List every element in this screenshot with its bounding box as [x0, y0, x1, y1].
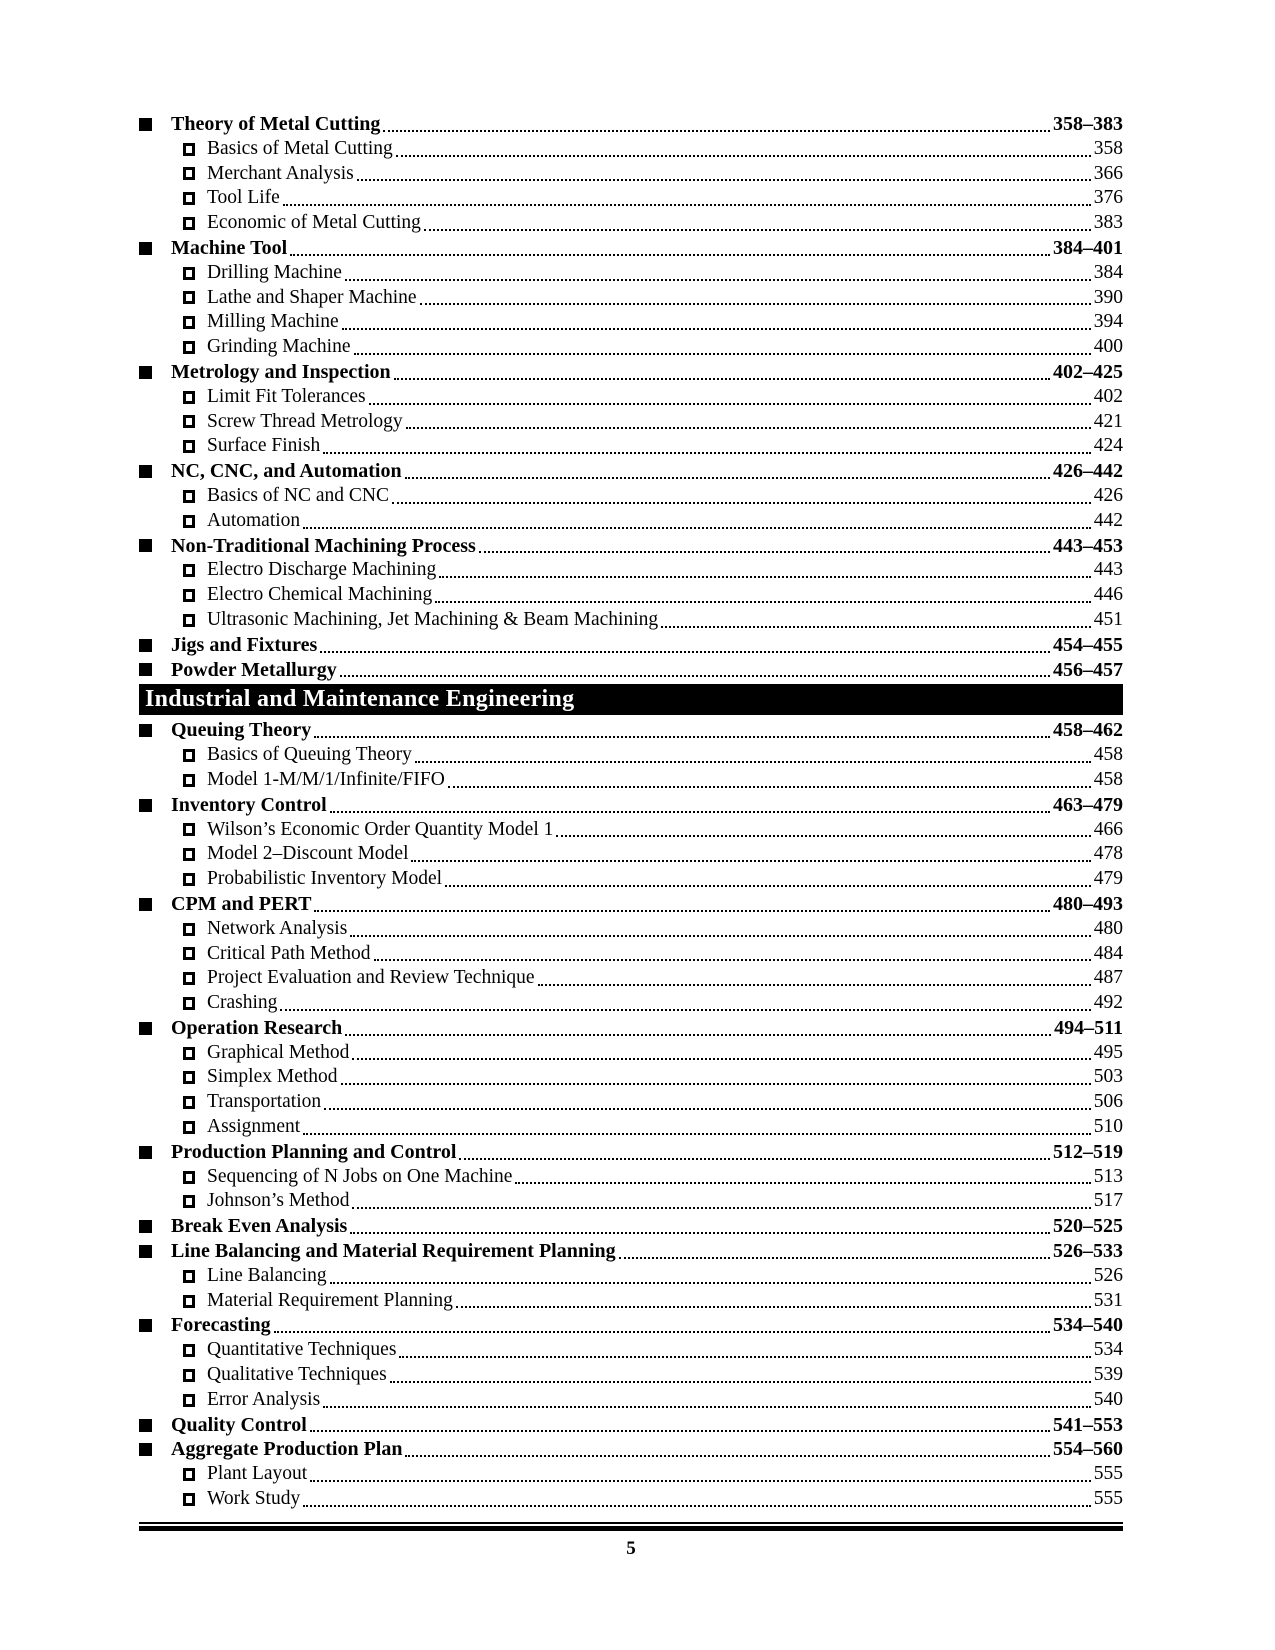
hollow-square-bullet-icon: [183, 1270, 195, 1283]
hollow-square-bullet-icon: [183, 972, 195, 985]
dot-leader: [342, 328, 1091, 330]
toc-entry-page: 531: [1093, 1289, 1123, 1311]
filled-square-bullet-icon: [139, 1419, 152, 1432]
toc-entry-level2: [139, 385, 1123, 410]
filled-square-bullet-icon: [139, 1245, 152, 1258]
toc-entry-page: 510: [1093, 1116, 1123, 1138]
toc-entry-title: Material Requirement Planning: [207, 1289, 453, 1311]
toc-entry-page: 394: [1093, 311, 1123, 333]
hollow-square-bullet-icon: [183, 589, 195, 602]
filled-square-bullet-icon: [139, 539, 152, 552]
toc-entry-title: Work Study: [207, 1488, 301, 1510]
toc-entry-level2: [139, 558, 1123, 583]
toc-entry-level2: [139, 1189, 1123, 1214]
toc-entry-title: Plant Layout: [207, 1463, 308, 1485]
hollow-square-bullet-icon: [183, 143, 195, 156]
toc-entry-title: NC, CNC, and Automation: [171, 460, 402, 483]
toc-entry-title: Johnson’s Method: [207, 1190, 350, 1212]
dot-leader: [303, 1505, 1091, 1507]
dot-leader: [392, 502, 1091, 504]
toc-entry-page: 358–383: [1053, 113, 1123, 135]
toc-entry-title: Drilling Machine: [207, 261, 342, 283]
dot-leader: [456, 1306, 1091, 1308]
toc-entry-page: 555: [1093, 1463, 1123, 1485]
dot-leader: [619, 1257, 1050, 1259]
toc-entry-page: 376: [1093, 187, 1123, 209]
hollow-square-bullet-icon: [183, 947, 195, 960]
toc-entry-level2: [139, 1041, 1123, 1066]
toc-entry-level2: [139, 211, 1123, 236]
toc-entry-level2: [139, 286, 1123, 311]
toc-entry-page: 458: [1093, 768, 1123, 790]
toc-entry-title: Electro Chemical Machining: [207, 584, 433, 606]
toc-entry-level1: [139, 112, 1123, 137]
toc-entry-level2: [139, 1165, 1123, 1190]
toc-entry-title: Inventory Control: [171, 793, 327, 816]
dot-leader: [406, 427, 1091, 429]
toc-entry-page: 358: [1093, 137, 1123, 159]
toc-entry-page: 513: [1093, 1165, 1123, 1187]
hollow-square-bullet-icon: [183, 415, 195, 428]
toc-entry-page: 526–533: [1053, 1240, 1123, 1263]
toc-entry-level1: [139, 1140, 1123, 1165]
dot-leader: [405, 1455, 1050, 1457]
hollow-square-bullet-icon: [183, 1344, 195, 1357]
toc-entry-page: 400: [1093, 336, 1123, 358]
filled-square-bullet-icon: [139, 1022, 152, 1035]
hollow-square-bullet-icon: [183, 1468, 195, 1481]
toc-entry-level1: [139, 1413, 1123, 1438]
toc-entry-level2: [139, 966, 1123, 991]
toc-entry-level1: [139, 1437, 1123, 1462]
dot-leader: [396, 155, 1091, 157]
toc-entry-page: 421: [1093, 410, 1123, 432]
hollow-square-bullet-icon: [183, 1171, 195, 1184]
toc-entry-level2: [139, 867, 1123, 892]
hollow-square-bullet-icon: [183, 1096, 195, 1109]
dot-leader: [310, 1430, 1050, 1432]
toc-entry-title: Qualitative Techniques: [207, 1364, 387, 1386]
dot-leader: [459, 1158, 1050, 1160]
filled-square-bullet-icon: [139, 724, 152, 737]
toc-entry-title: Forecasting: [171, 1314, 271, 1337]
toc-entry-page: 480: [1093, 917, 1123, 939]
toc-entry-page: 540: [1093, 1388, 1123, 1410]
toc-entry-page: 458–462: [1053, 719, 1123, 742]
dot-leader: [357, 179, 1091, 181]
hollow-square-bullet-icon: [183, 291, 195, 304]
toc-entry-page: 443: [1093, 559, 1123, 581]
dot-leader: [283, 204, 1091, 206]
dot-leader: [415, 761, 1091, 763]
toc-entry-page: 443–453: [1053, 534, 1123, 557]
toc-entry-title: Transportation: [207, 1091, 322, 1113]
toc-entry-title: Wilson’s Economic Order Quantity Model 1: [207, 818, 554, 840]
dot-leader: [479, 551, 1050, 553]
hollow-square-bullet-icon: [183, 515, 195, 528]
dot-leader: [274, 1331, 1050, 1333]
hollow-square-bullet-icon: [183, 1394, 195, 1407]
toc-entry-title: Theory of Metal Cutting: [171, 113, 381, 135]
toc-entry-page: 458: [1093, 744, 1123, 766]
toc-entry-page: 451: [1093, 608, 1123, 630]
toc-entry-title: Break Even Analysis: [171, 1215, 348, 1238]
footer-rule: [139, 1522, 1123, 1531]
dot-leader: [420, 303, 1091, 305]
hollow-square-bullet-icon: [183, 1071, 195, 1084]
toc-entry-level2: [139, 434, 1123, 459]
toc-entry-level2: [139, 768, 1123, 793]
dot-leader: [390, 1381, 1091, 1383]
filled-square-bullet-icon: [139, 663, 152, 676]
toc-entry-page: 512–519: [1053, 1140, 1123, 1163]
dot-leader: [314, 736, 1050, 738]
toc-entry-page: 426: [1093, 484, 1123, 506]
dot-leader: [290, 254, 1050, 256]
filled-square-bullet-icon: [139, 118, 152, 131]
toc-entry-page: 487: [1093, 967, 1123, 989]
toc-entry-level1: [139, 658, 1123, 683]
toc-entry-title: Basics of Metal Cutting: [207, 137, 393, 159]
toc-entry-title: CPM and PERT: [171, 892, 312, 915]
toc-entry-title: Line Balancing and Material Requirement Planning: [171, 1240, 616, 1263]
toc-entry-level2: [139, 917, 1123, 942]
hollow-square-bullet-icon: [183, 774, 195, 787]
dot-leader: [341, 1083, 1091, 1085]
dot-leader: [352, 1207, 1090, 1209]
toc-entry-page: 506: [1093, 1091, 1123, 1113]
hollow-square-bullet-icon: [183, 217, 195, 230]
toc-entry-level1: [139, 459, 1123, 484]
filled-square-bullet-icon: [139, 465, 152, 478]
hollow-square-bullet-icon: [183, 267, 195, 280]
toc-entry-level2: [139, 608, 1123, 633]
toc-entry-title: Queuing Theory: [171, 719, 312, 742]
toc-entry-title: Quantitative Techniques: [207, 1339, 397, 1361]
dot-leader: [323, 1406, 1091, 1408]
toc-entry-title: Critical Path Method: [207, 942, 371, 964]
dot-leader: [280, 1009, 1090, 1011]
filled-square-bullet-icon: [139, 1220, 152, 1233]
toc-entry-page: 383: [1093, 212, 1123, 234]
dot-leader: [435, 601, 1090, 603]
dot-leader: [411, 860, 1090, 862]
toc-entry-page: 390: [1093, 286, 1123, 308]
filled-square-bullet-icon: [139, 799, 152, 812]
filled-square-bullet-icon: [139, 242, 152, 255]
toc-entry-title: Probabilistic Inventory Model: [207, 868, 443, 890]
toc-entry-page: 454–455: [1053, 633, 1123, 656]
dot-leader: [439, 576, 1091, 578]
filled-square-bullet-icon: [139, 1146, 152, 1159]
toc-entry-title: Milling Machine: [207, 311, 339, 333]
hollow-square-bullet-icon: [183, 316, 195, 329]
toc-entry-title: Simplex Method: [207, 1066, 338, 1088]
hollow-square-bullet-icon: [183, 848, 195, 861]
toc-entry-level2: [139, 842, 1123, 867]
table-of-contents: [139, 112, 1123, 1512]
toc-entry-level2: [139, 484, 1123, 509]
toc-entry-level2: [139, 583, 1123, 608]
toc-entry-level2: [139, 335, 1123, 360]
toc-entry-page: 479: [1093, 868, 1123, 890]
toc-entry-title: Powder Metallurgy: [171, 658, 337, 681]
dot-leader: [538, 984, 1091, 986]
toc-entry-page: 492: [1093, 992, 1123, 1014]
toc-entry-title: Screw Thread Metrology: [207, 410, 403, 432]
toc-entry-title: Project Evaluation and Review Technique: [207, 967, 535, 989]
toc-entry-page: 526: [1093, 1264, 1123, 1286]
toc-entry-title: Electro Discharge Machining: [207, 559, 437, 581]
dot-leader: [424, 229, 1091, 231]
toc-entry-level1: [139, 1016, 1123, 1041]
toc-entry-page: 480–493: [1053, 892, 1123, 915]
toc-entry-page: 384–401: [1053, 236, 1123, 259]
toc-entry-level2: [139, 410, 1123, 435]
dot-leader: [314, 910, 1050, 912]
toc-entry-level1: [139, 360, 1123, 385]
filled-square-bullet-icon: [139, 1443, 152, 1456]
toc-entry-page: 517: [1093, 1190, 1123, 1212]
toc-entry-page: 520–525: [1053, 1215, 1123, 1238]
toc-entry-title: Limit Fit Tolerances: [207, 385, 366, 407]
toc-entry-level2: [139, 186, 1123, 211]
toc-entry-level2: [139, 743, 1123, 768]
hollow-square-bullet-icon: [183, 1121, 195, 1134]
filled-square-bullet-icon: [139, 366, 152, 379]
toc-entry-level2: [139, 1090, 1123, 1115]
dot-leader: [383, 130, 1050, 132]
toc-entry-title: Network Analysis: [207, 917, 348, 939]
dot-leader: [350, 935, 1090, 937]
toc-entry-level2: [139, 942, 1123, 967]
toc-entry-title: Model 1-M/M/1/Infinite/FIFO: [207, 768, 445, 790]
toc-entry-page: 446: [1093, 584, 1123, 606]
hollow-square-bullet-icon: [183, 1295, 195, 1308]
toc-entry-title: Lathe and Shaper Machine: [207, 286, 417, 308]
toc-entry-page: 495: [1093, 1041, 1123, 1063]
section-banner-title: Industrial and Maintenance Engineering: [139, 684, 1123, 715]
toc-entry-page: 534: [1093, 1339, 1123, 1361]
dot-leader: [323, 452, 1091, 454]
toc-entry-level1: [139, 1313, 1123, 1338]
hollow-square-bullet-icon: [183, 391, 195, 404]
dot-leader: [303, 527, 1091, 529]
toc-entry-page: 402: [1093, 385, 1123, 407]
dot-leader: [354, 353, 1091, 355]
dot-leader: [556, 835, 1090, 837]
toc-entry-level2: [139, 1388, 1123, 1413]
toc-entry-level2: [139, 1065, 1123, 1090]
toc-entry-level2: [139, 162, 1123, 187]
toc-entry-title: Non-Traditional Machining Process: [171, 534, 476, 557]
toc-entry-page: 534–540: [1053, 1314, 1123, 1337]
toc-entry-title: Model 2–Discount Model: [207, 843, 409, 865]
hollow-square-bullet-icon: [183, 1369, 195, 1382]
hollow-square-bullet-icon: [183, 564, 195, 577]
dot-leader: [661, 626, 1091, 628]
toc-entry-title: Merchant Analysis: [207, 162, 354, 184]
toc-entry-level2: [139, 1289, 1123, 1314]
toc-entry-title: Automation: [207, 509, 301, 531]
hollow-square-bullet-icon: [183, 614, 195, 627]
toc-entry-title: Basics of NC and CNC: [207, 484, 389, 506]
page-number: 5: [626, 1537, 636, 1559]
toc-entry-title: Economic of Metal Cutting: [207, 212, 421, 234]
hollow-square-bullet-icon: [183, 341, 195, 354]
toc-entry-level2: [139, 1264, 1123, 1289]
filled-square-bullet-icon: [139, 1319, 152, 1332]
toc-entry-level2: [139, 1462, 1123, 1487]
toc-entry-title: Grinding Machine: [207, 336, 351, 358]
toc-entry-title: Graphical Method: [207, 1041, 350, 1063]
toc-entry-level2: [139, 261, 1123, 286]
dot-leader: [345, 279, 1091, 281]
toc-entry-page: 478: [1093, 843, 1123, 865]
dot-leader: [445, 885, 1091, 887]
toc-entry-page: 442: [1093, 509, 1123, 531]
dot-leader: [330, 811, 1050, 813]
toc-entry-title: Error Analysis: [207, 1388, 321, 1410]
dot-leader: [320, 651, 1050, 653]
toc-entry-title: Aggregate Production Plan: [171, 1438, 403, 1461]
dot-leader: [340, 675, 1050, 677]
toc-entry-page: 426–442: [1053, 460, 1123, 483]
toc-entry-level1: [139, 633, 1123, 658]
toc-entry-title: Machine Tool: [171, 236, 288, 259]
filled-square-bullet-icon: [139, 639, 152, 652]
hollow-square-bullet-icon: [183, 490, 195, 503]
toc-entry-level2: [139, 310, 1123, 335]
toc-entry-level2: [139, 1338, 1123, 1363]
hollow-square-bullet-icon: [183, 167, 195, 180]
toc-entry-title: Tool Life: [207, 187, 280, 209]
toc-entry-title: Operation Research: [171, 1016, 343, 1039]
toc-entry-title: Crashing: [207, 992, 278, 1014]
hollow-square-bullet-icon: [183, 997, 195, 1010]
dot-leader: [374, 959, 1091, 961]
toc-entry-page: 541–553: [1053, 1413, 1123, 1436]
hollow-square-bullet-icon: [183, 1195, 195, 1208]
dot-leader: [352, 1058, 1090, 1060]
toc-entry-page: 384: [1093, 261, 1123, 283]
toc-entry-page: 402–425: [1053, 360, 1123, 383]
toc-entry-title: Production Planning and Control: [171, 1140, 457, 1163]
toc-entry-page: 503: [1093, 1066, 1123, 1088]
toc-entry-page: 554–560: [1053, 1438, 1123, 1461]
dot-leader: [310, 1480, 1091, 1482]
toc-entry-title: Ultrasonic Machining, Jet Machining & Beam Machining: [207, 608, 659, 630]
toc-entry-level1: [139, 718, 1123, 743]
hollow-square-bullet-icon: [183, 1493, 195, 1506]
dot-leader: [350, 1232, 1050, 1234]
toc-entry-title: Quality Control: [171, 1413, 307, 1436]
toc-entry-page: 539: [1093, 1364, 1123, 1386]
toc-entry-level2: [139, 1487, 1123, 1512]
toc-entry-level1: [139, 1239, 1123, 1264]
toc-entry-title: Jigs and Fixtures: [171, 633, 318, 656]
toc-entry-page: 463–479: [1053, 793, 1123, 816]
hollow-square-bullet-icon: [183, 823, 195, 836]
toc-entry-page: 466: [1093, 818, 1123, 840]
dot-leader: [448, 786, 1091, 788]
dot-leader: [515, 1182, 1090, 1184]
dot-leader: [330, 1282, 1091, 1284]
toc-entry-page: 484: [1093, 942, 1123, 964]
toc-entry-level2: [139, 818, 1123, 843]
toc-entry-title: Metrology and Inspection: [171, 360, 391, 383]
toc-entry-level1: [139, 534, 1123, 559]
dot-leader: [399, 1356, 1090, 1358]
hollow-square-bullet-icon: [183, 192, 195, 205]
toc-entry-level1: [139, 1214, 1123, 1239]
toc-entry-level2: [139, 1363, 1123, 1388]
dot-leader: [405, 477, 1050, 479]
toc-entry-title: Assignment: [207, 1116, 301, 1138]
toc-entry-title: Sequencing of N Jobs on One Machine: [207, 1165, 513, 1187]
hollow-square-bullet-icon: [183, 923, 195, 936]
toc-entry-level2: [139, 1115, 1123, 1140]
toc-entry-title: Basics of Queuing Theory: [207, 744, 412, 766]
filled-square-bullet-icon: [139, 898, 152, 911]
hollow-square-bullet-icon: [183, 749, 195, 762]
toc-entry-title: Line Balancing: [207, 1264, 327, 1286]
toc-entry-level2: [139, 991, 1123, 1016]
toc-entry-page: 456–457: [1053, 658, 1123, 681]
toc-entry-page: 424: [1093, 435, 1123, 457]
hollow-square-bullet-icon: [183, 440, 195, 453]
toc-entry-page: 555: [1093, 1488, 1123, 1510]
dot-leader: [345, 1034, 1051, 1036]
toc-entry-page: 494–511: [1054, 1016, 1123, 1039]
toc-entry-level1: [139, 892, 1123, 917]
hollow-square-bullet-icon: [183, 873, 195, 886]
toc-entry-page: 366: [1093, 162, 1123, 184]
dot-leader: [303, 1133, 1091, 1135]
toc-entry-level2: [139, 137, 1123, 162]
toc-entry-level1: [139, 793, 1123, 818]
toc-entry-level2: [139, 509, 1123, 534]
dot-leader: [394, 378, 1050, 380]
dot-leader: [369, 403, 1091, 405]
hollow-square-bullet-icon: [183, 1047, 195, 1060]
toc-entry-title: Surface Finish: [207, 435, 321, 457]
toc-entry-level1: [139, 236, 1123, 261]
dot-leader: [324, 1108, 1091, 1110]
